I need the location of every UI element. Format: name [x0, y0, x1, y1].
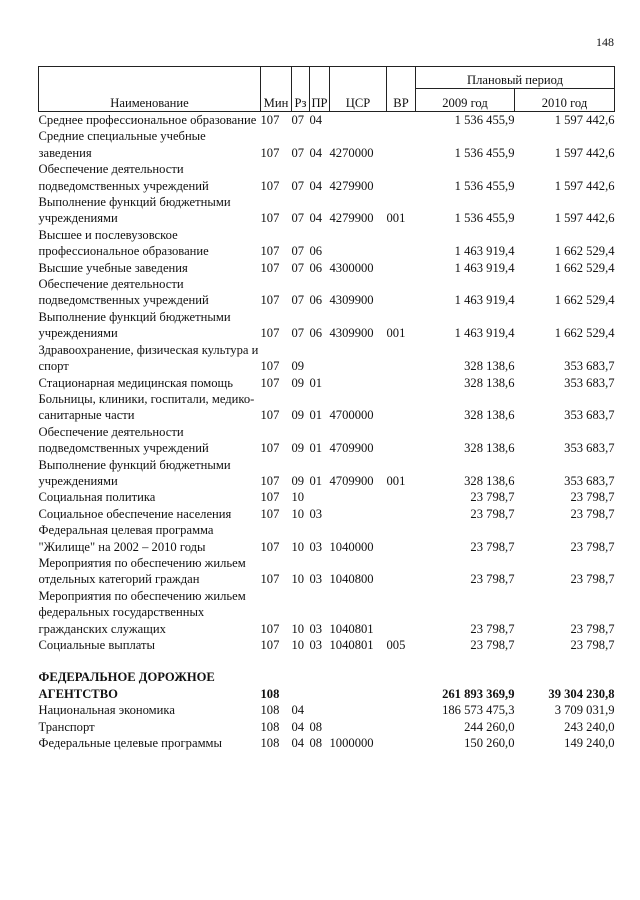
- row-name: Федеральная целевая программа "Жилище" на 2002 – 2010 годы: [38, 523, 214, 554]
- row-pr: 03: [309, 621, 323, 636]
- budget-table: [38, 66, 615, 751]
- row-name: Здравоохранение, физическая культура и спорт: [38, 342, 259, 374]
- row-2009: 150 260,0: [464, 736, 515, 751]
- row-name: Больницы, клиники, госпитали, медико-санитарные части: [38, 391, 255, 423]
- row-name: Обеспечение деятельности подведомственных учреждений: [38, 424, 209, 456]
- row-pr: 01: [309, 375, 323, 390]
- row-csr: 4300000: [329, 260, 374, 275]
- table-row: [39, 424, 615, 457]
- row-rz: 10: [291, 621, 305, 636]
- row-rz: 07: [291, 326, 305, 341]
- row-pr: 01: [309, 473, 323, 488]
- row-vr: [387, 588, 416, 637]
- table-row: [39, 342, 615, 375]
- row-rz: 09: [291, 441, 305, 456]
- row-pr: [310, 702, 330, 718]
- row-pr: 08: [309, 719, 323, 734]
- row-vr: 001: [386, 211, 406, 226]
- row-vr: 001: [386, 326, 406, 341]
- table-row: [39, 719, 615, 735]
- row-pr: 03: [309, 638, 323, 652]
- row-2010: 1 597 442,6: [554, 211, 615, 226]
- row-csr: 1040000: [329, 539, 374, 554]
- row-csr: [330, 719, 387, 735]
- header-year-2009: 2009 год: [416, 89, 515, 112]
- row-pr: 04: [309, 113, 323, 127]
- row-min: 107: [260, 178, 280, 193]
- table-row: [39, 112, 615, 129]
- row-rz: 04: [291, 719, 305, 734]
- row-name: Выполнение функций бюджетными учреждениями: [38, 195, 231, 226]
- row-csr: [330, 112, 387, 129]
- row-2010: 353 683,7: [564, 441, 615, 456]
- row-min: 107: [260, 638, 280, 652]
- header-name: Наименование: [39, 67, 261, 112]
- table-body-transport: [39, 702, 615, 751]
- row-min: 108: [260, 703, 280, 718]
- row-name: Выполнение функций бюджетными учреждениями: [38, 309, 231, 341]
- row-name: Транспорт: [38, 719, 95, 734]
- row-csr: 4309900: [329, 326, 374, 341]
- row-min: 107: [260, 326, 280, 341]
- table-body-agency: [39, 653, 615, 702]
- row-vr: [387, 342, 416, 375]
- row-2010: 1 597 442,6: [554, 145, 615, 160]
- header-year-2010: 2010 год: [515, 89, 615, 112]
- row-vr: [387, 522, 416, 555]
- row-csr: 1040801: [329, 621, 374, 636]
- row-min: 107: [260, 490, 280, 505]
- row-vr: [387, 128, 416, 161]
- row-csr: 1040800: [329, 572, 374, 587]
- row-2010: 1 662 529,4: [554, 293, 615, 308]
- row-rz: 10: [291, 506, 305, 521]
- agency-2009: 261 893 369,9: [442, 686, 515, 701]
- row-2010: 23 798,7: [570, 621, 615, 636]
- header-plan-period: Плановый период: [416, 67, 615, 89]
- row-vr: 001: [386, 473, 406, 488]
- row-vr: [387, 375, 416, 391]
- row-pr: 01: [309, 441, 323, 456]
- row-csr: 4709900: [329, 441, 374, 456]
- row-pr: [310, 342, 330, 375]
- row-vr: [387, 719, 416, 735]
- row-pr: 04: [309, 145, 323, 160]
- row-2009: 23 798,7: [470, 539, 515, 554]
- row-csr: 4279900: [329, 211, 374, 226]
- header-csr: ЦСР: [330, 67, 387, 112]
- table-row: [39, 375, 615, 391]
- row-vr: [387, 227, 416, 260]
- table-row: [39, 309, 615, 342]
- row-2009: 23 798,7: [470, 638, 515, 652]
- row-pr: 04: [309, 178, 323, 193]
- row-name: Мероприятия по обеспечению жильем отдельных категорий граждан: [38, 555, 246, 587]
- spacer-row: [39, 653, 615, 669]
- agency-name: ФЕДЕРАЛЬНОЕ ДОРОЖНОЕ АГЕНТСТВО: [38, 670, 215, 701]
- row-rz: 07: [291, 260, 305, 275]
- table-row: [39, 506, 615, 522]
- row-2009: 328 138,6: [464, 408, 515, 423]
- row-vr: [387, 555, 416, 588]
- table-row: [39, 276, 615, 309]
- row-name: Высшие учебные заведения: [38, 260, 188, 275]
- row-csr: [330, 227, 387, 260]
- row-2010: 243 240,0: [564, 719, 615, 734]
- row-min: 108: [260, 736, 280, 751]
- row-rz: 07: [291, 145, 305, 160]
- header-vr: ВР: [387, 67, 416, 112]
- row-min: 107: [260, 473, 280, 488]
- row-csr: 4700000: [329, 408, 374, 423]
- row-pr: 06: [309, 244, 323, 259]
- row-csr: 1040801: [329, 638, 374, 652]
- row-rz: 09: [291, 375, 305, 390]
- row-rz: 10: [291, 539, 305, 554]
- row-csr: [330, 489, 387, 505]
- row-name: Обеспечение деятельности подведомственных учреждений: [38, 162, 209, 193]
- row-2010: 353 683,7: [564, 473, 615, 488]
- row-rz: 10: [291, 638, 305, 652]
- row-2010: 1 662 529,4: [554, 260, 615, 275]
- row-2009: 1 463 919,4: [454, 326, 515, 341]
- row-rz: 07: [291, 113, 305, 127]
- row-vr: 005: [386, 638, 406, 652]
- row-vr: [387, 161, 416, 194]
- row-pr: 06: [309, 326, 323, 341]
- row-min: 107: [260, 145, 280, 160]
- row-2009: 328 138,6: [464, 375, 515, 390]
- row-2009: 1 463 919,4: [454, 260, 515, 275]
- row-2009: 23 798,7: [470, 506, 515, 521]
- row-min: 108: [260, 719, 280, 734]
- row-2009: 328 138,6: [464, 473, 515, 488]
- row-2010: 23 798,7: [570, 506, 615, 521]
- agency-min: 108: [260, 686, 280, 701]
- row-rz: 07: [291, 178, 305, 193]
- row-vr: [387, 489, 416, 505]
- row-2010: 353 683,7: [564, 408, 615, 423]
- row-min: 107: [260, 293, 280, 308]
- table-header: [39, 67, 615, 112]
- row-min: 107: [260, 506, 280, 521]
- row-2009: 23 798,7: [470, 490, 515, 505]
- row-name: Федеральные целевые программы: [38, 736, 222, 751]
- row-min: 107: [260, 113, 280, 127]
- row-name: Мероприятия по обеспечению жильем федеральных государственных гражданских служащих: [38, 588, 246, 636]
- row-name: Выполнение функций бюджетными учреждениями: [38, 457, 231, 488]
- row-min: 107: [260, 621, 280, 636]
- row-min: 107: [260, 211, 280, 226]
- row-2009: 1 536 455,9: [454, 211, 515, 226]
- row-pr: 03: [309, 506, 323, 521]
- table-row: [39, 637, 615, 653]
- row-rz: 04: [291, 703, 305, 718]
- row-min: 107: [260, 359, 280, 374]
- row-rz: 09: [291, 408, 305, 423]
- header-min: Мин: [261, 67, 292, 112]
- row-pr: 01: [309, 408, 323, 423]
- row-2009: 186 573 475,3: [442, 703, 515, 718]
- row-min: 107: [260, 539, 280, 554]
- row-name: Обеспечение деятельности подведомственных учреждений: [38, 277, 209, 308]
- row-csr: 4270000: [329, 145, 374, 160]
- table-row: [39, 735, 615, 751]
- table-row: [39, 522, 615, 555]
- row-min: 107: [260, 408, 280, 423]
- row-name: Высшее и послевузовское профессиональное образование: [38, 227, 209, 259]
- row-csr: 1000000: [329, 736, 374, 751]
- table-row: [39, 588, 615, 637]
- row-name: Стационарная медицинская помощь: [38, 375, 233, 390]
- row-2010: 1 662 529,4: [554, 244, 615, 259]
- table-row: [39, 260, 615, 276]
- row-vr: [387, 702, 416, 718]
- row-pr: 04: [309, 211, 323, 226]
- row-rz: 09: [291, 473, 305, 488]
- table-row: [39, 161, 615, 194]
- header-rz: Рз: [292, 67, 310, 112]
- row-pr: 03: [309, 539, 323, 554]
- row-vr: [387, 424, 416, 457]
- row-2009: 1 536 455,9: [454, 145, 515, 160]
- row-2010: 149 240,0: [564, 736, 615, 751]
- row-name: Социальное обеспечение населения: [38, 506, 232, 521]
- row-csr: [330, 342, 387, 375]
- table-row: [39, 489, 615, 505]
- row-name: Среднее профессиональное образование: [38, 113, 257, 127]
- row-2009: 23 798,7: [470, 572, 515, 587]
- row-2010: 23 798,7: [570, 490, 615, 505]
- row-pr: 06: [309, 260, 323, 275]
- row-rz: 10: [291, 572, 305, 587]
- agency-row: [39, 669, 615, 702]
- row-min: 107: [260, 441, 280, 456]
- table-body-education: [39, 112, 615, 654]
- row-name: Социальные выплаты: [38, 638, 156, 652]
- row-min: 107: [260, 375, 280, 390]
- row-2010: 23 798,7: [570, 572, 615, 587]
- table-row: [39, 555, 615, 588]
- row-pr: 03: [309, 572, 323, 587]
- row-rz: 07: [291, 211, 305, 226]
- row-2009: 1 536 455,9: [454, 178, 515, 193]
- row-2010: 23 798,7: [570, 539, 615, 554]
- row-pr: [310, 489, 330, 505]
- row-2010: 23 798,7: [570, 638, 615, 652]
- row-csr: 4309900: [329, 293, 374, 308]
- row-name: Социальная политика: [38, 490, 156, 505]
- row-csr: [330, 702, 387, 718]
- table-row: [39, 391, 615, 424]
- row-csr: 4709900: [329, 473, 374, 488]
- row-2009: 23 798,7: [470, 621, 515, 636]
- row-vr: [387, 276, 416, 309]
- table-row: [39, 194, 615, 227]
- row-min: 107: [260, 572, 280, 587]
- table-row: [39, 128, 615, 161]
- row-rz: 07: [291, 244, 305, 259]
- row-2009: 1 536 455,9: [454, 113, 515, 127]
- table-row: [39, 227, 615, 260]
- row-2009: 328 138,6: [464, 359, 515, 374]
- header-pr: ПР: [310, 67, 330, 112]
- row-2009: 1 463 919,4: [454, 244, 515, 259]
- row-vr: [387, 506, 416, 522]
- row-2009: 328 138,6: [464, 441, 515, 456]
- row-rz: 09: [291, 359, 305, 374]
- row-csr: [330, 375, 387, 391]
- row-2010: 1 662 529,4: [554, 326, 615, 341]
- page-number: 148: [596, 35, 614, 49]
- row-pr: 08: [309, 736, 323, 751]
- row-rz: 07: [291, 293, 305, 308]
- row-min: 107: [260, 260, 280, 275]
- row-2009: 244 260,0: [464, 719, 515, 734]
- row-csr: [330, 506, 387, 522]
- row-2010: 353 683,7: [564, 375, 615, 390]
- row-vr: [387, 391, 416, 424]
- row-2010: 3 709 031,9: [554, 703, 615, 718]
- row-2010: 1 597 442,6: [554, 178, 615, 193]
- row-name: Средние специальные учебные заведения: [38, 129, 206, 160]
- table-row: [39, 457, 615, 490]
- row-2009: 1 463 919,4: [454, 293, 515, 308]
- row-name: Национальная экономика: [38, 703, 175, 718]
- row-rz: 04: [291, 736, 305, 751]
- table-row: [39, 702, 615, 718]
- row-min: 107: [260, 244, 280, 259]
- row-vr: [387, 735, 416, 751]
- row-rz: 10: [291, 490, 305, 505]
- row-2010: 353 683,7: [564, 359, 615, 374]
- agency-2010: 39 304 230,8: [548, 686, 615, 701]
- row-vr: [387, 260, 416, 276]
- row-pr: 06: [309, 293, 323, 308]
- row-2010: 1 597 442,6: [554, 113, 615, 127]
- row-vr: [387, 112, 416, 129]
- row-csr: 4279900: [329, 178, 374, 193]
